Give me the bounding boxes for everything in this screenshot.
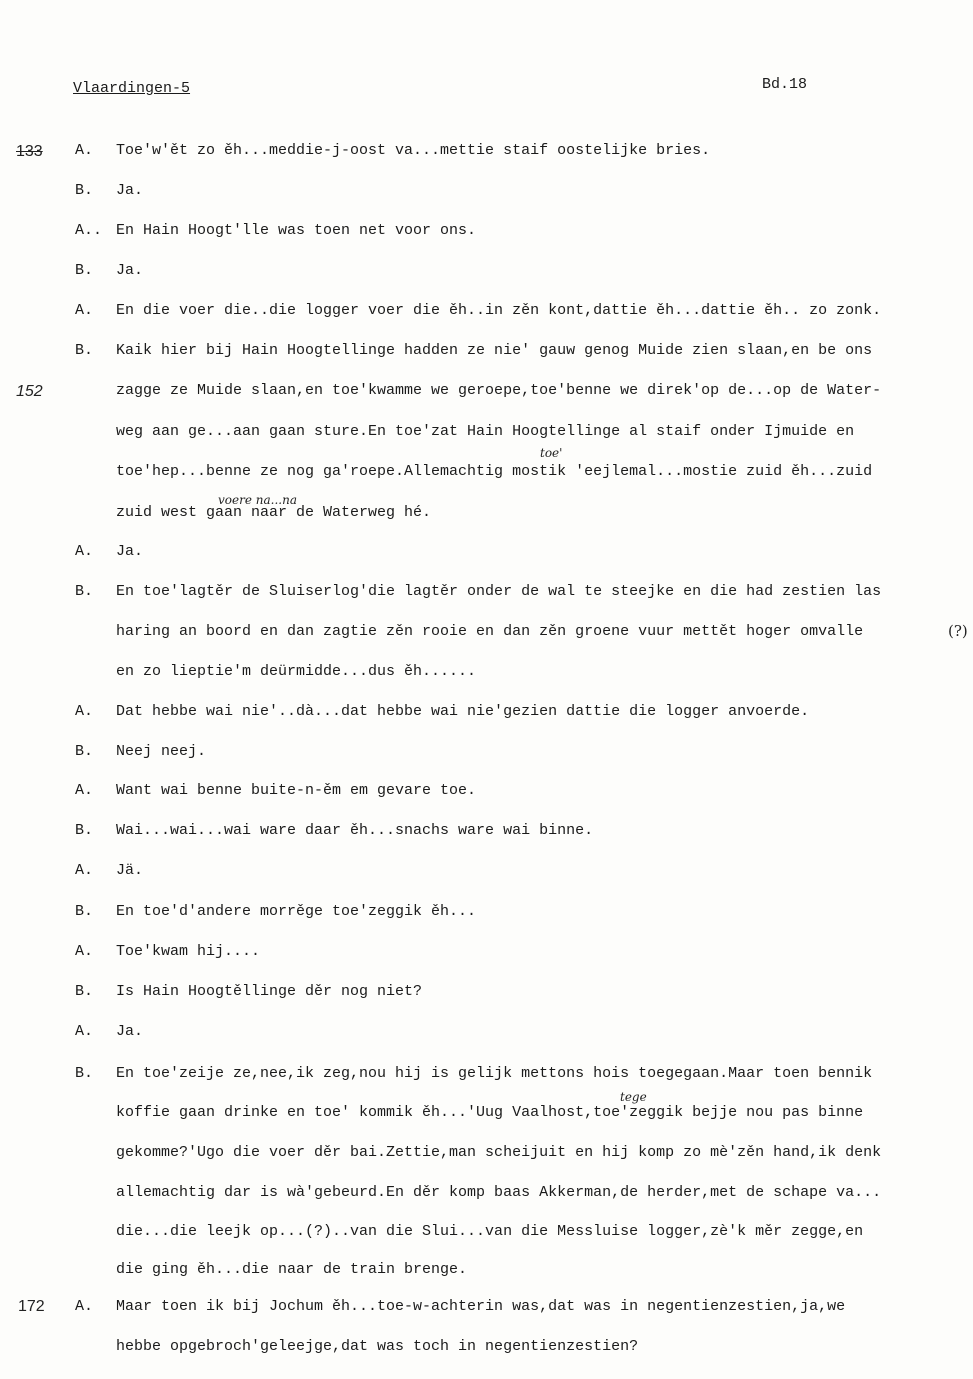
speaker-label: B. [75,1065,94,1082]
margin-number: 172 [18,1298,45,1315]
speaker-label: A.. [75,222,103,239]
utterance-text: Want wai benne buite-n-ěm em gevare toe. [116,782,477,799]
utterance-text: Toe'kwam hij.... [116,943,261,960]
speaker-label: B. [75,903,94,920]
utterance-text: allemachtig dar is wà'gebeurd.En děr komp baas Akkerman,de herder,met de schape va... [116,1184,882,1201]
speaker-label: B. [75,822,94,839]
utterance-text: Is Hain Hoogtěllinge děr nog niet? [116,983,423,1000]
document-title: Vlaardingen-5 [73,80,191,97]
speaker-label: B. [75,262,94,279]
utterance-text: toe'hep...benne ze nog ga'roepe.Allemachtig mostik 'eejlemal...mostie zuid ěh...zuid [116,463,873,480]
speaker-label: B. [75,583,94,600]
utterance-text: die...die leejk op...(?)..van die Slui...van die Messluise logger,zè'k měr zegge,en [116,1223,864,1240]
utterance-text: En toe'd'andere morrěge toe'zeggik ěh... [116,903,477,920]
utterance-text: zagge ze Muide slaan,en toe'kwamme we geroepe,toe'benne we direk'op de...op de Water- [116,382,882,399]
utterance-text: Jä. [116,862,144,879]
utterance-text: Ja. [116,1023,144,1040]
speaker-label: A. [75,543,94,560]
utterance-text: Ja. [116,543,144,560]
utterance-text: Wai...wai...wai ware daar ěh...snachs ware wai binne. [116,822,594,839]
utterance-text: Maar toen ik bij Jochum ěh...toe-w-achterin was,dat was in negentienzestien,ja,we [116,1298,846,1315]
utterance-text: Dat hebbe wai nie'..dà...dat hebbe wai nie'gezien dattie die logger anvoerde. [116,703,810,720]
speaker-label: B. [75,983,94,1000]
utterance-text: Toe'w'ět zo ěh...meddie-j-oost va...mettie staif oostelijke bries. [116,142,711,159]
handwritten-insert: toe' [540,446,563,460]
utterance-text: Ja. [116,262,144,279]
speaker-label: A. [75,703,94,720]
margin-number: 133 [16,143,43,160]
utterance-text: En toe'lagtěr de Sluiserlog'die lagtěr onder de wal te steejke en die had zestien las [116,583,882,600]
utterance-text: En toe'zeije ze,nee,ik zeg,nou hij is gelijk mettons hois toegegaan.Maar toen bennik [116,1065,873,1082]
utterance-text: En die voer die..die logger voer die ěh..in zěn kont,dattie ěh...dattie ěh.. zo zonk. [116,302,882,319]
speaker-label: A. [75,1023,94,1040]
utterance-text: haring an boord en dan zagtie zěn rooie en dan zěn groene vuur mettět hoger omvalle [116,623,864,640]
utterance-text: hebbe opgebroch'geleejge,dat was toch in negentienzestien? [116,1338,639,1355]
speaker-label: A. [75,1298,94,1315]
speaker-label: A. [75,943,94,960]
speaker-label: A. [75,862,94,879]
speaker-label: A. [75,782,94,799]
handwritten-insert: tege [620,1090,647,1104]
utterance-text: gekomme?'Ugo die voer děr bai.Zettie,man scheijuit en hij komp zo mè'zěn hand,ik denk [116,1144,882,1161]
handwritten-insert: (?) [948,622,968,640]
utterance-text: Neej neej. [116,743,207,760]
utterance-text: weg aan ge...aan gaan sture.En toe'zat Hain Hoogtellinge al staif onder Ijmuide en [116,423,855,440]
speaker-label: B. [75,182,94,199]
speaker-label: B. [75,342,94,359]
utterance-text: zuid west gaan naar de Waterweg hé. [116,504,432,521]
utterance-text: Kaik hier bij Hain Hoogtellinge hadden ze nie' gauw genog Muide zien slaan,en be ons [116,342,873,359]
speaker-label: A. [75,142,94,159]
handwritten-insert: voere na...na [218,493,297,507]
margin-number: 152 [16,383,43,400]
speaker-label: A. [75,302,94,319]
page-reference: Bd.18 [762,76,808,93]
utterance-text: en zo lieptie'm deürmidde...dus ěh...... [116,663,477,680]
speaker-label: B. [75,743,94,760]
utterance-text: die ging ěh...die naar de train brenge. [116,1261,468,1278]
utterance-text: Ja. [116,182,144,199]
utterance-text: En Hain Hoogt'lle was toen net voor ons. [116,222,477,239]
utterance-text: koffie gaan drinke en toe' kommik ěh...'Uug Vaalhost,toe'zeggik bejje nou pas binne [116,1104,864,1121]
